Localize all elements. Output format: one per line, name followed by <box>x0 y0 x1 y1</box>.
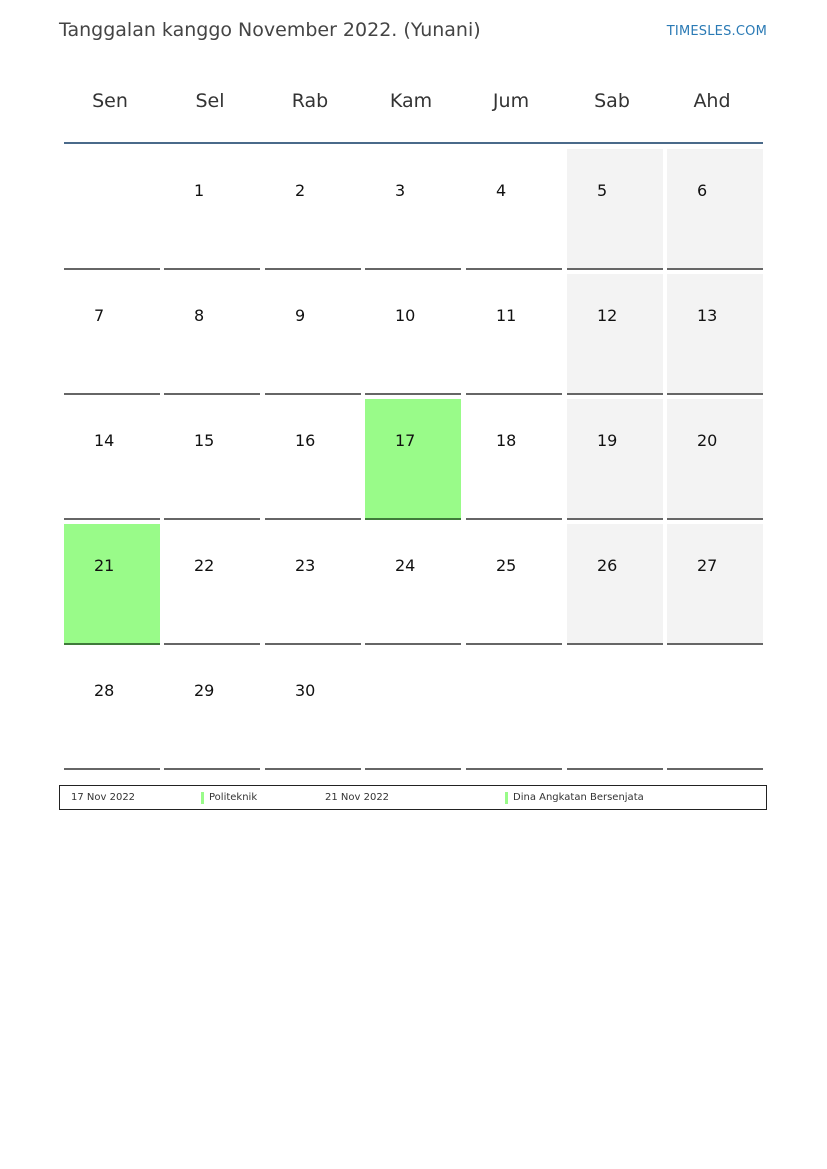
day-number: 26 <box>597 556 618 575</box>
day-cell[interactable] <box>164 649 260 770</box>
day-number: 12 <box>597 306 618 325</box>
empty-day-cell <box>567 649 663 770</box>
weekday-sun: Ahd <box>693 90 731 112</box>
legend-date-1: 17 Nov 2022 <box>71 792 136 803</box>
legend-name-1: Politeknik <box>209 792 258 803</box>
day-number: 27 <box>697 556 718 575</box>
day-cell[interactable] <box>265 399 361 520</box>
weekday-thu: Kam <box>389 90 433 112</box>
empty-day-cell <box>466 649 562 770</box>
day-number: 21 <box>94 556 115 575</box>
day-number: 2 <box>295 181 306 200</box>
weekday-sat: Sab <box>594 90 630 112</box>
day-number: 8 <box>194 306 205 325</box>
day-cell[interactable] <box>567 524 663 645</box>
empty-day-cell <box>667 649 763 770</box>
day-number: 11 <box>496 306 517 325</box>
day-number: 10 <box>395 306 416 325</box>
day-number: 14 <box>94 431 115 450</box>
day-number: 15 <box>194 431 215 450</box>
weekday-fri: Jum <box>492 90 530 112</box>
day-cell[interactable] <box>164 274 260 395</box>
legend-name-2: Dina Angkatan Bersenjata <box>513 792 644 803</box>
day-number: 16 <box>295 431 316 450</box>
day-cell[interactable] <box>567 149 663 270</box>
day-number: 4 <box>496 181 507 200</box>
day-cell[interactable] <box>667 524 763 645</box>
day-cell[interactable] <box>265 649 361 770</box>
day-number: 6 <box>697 181 708 200</box>
day-cell[interactable] <box>667 399 763 520</box>
day-cell[interactable] <box>265 524 361 645</box>
day-number: 22 <box>194 556 215 575</box>
day-number: 18 <box>496 431 517 450</box>
day-cell[interactable] <box>667 274 763 395</box>
day-number: 23 <box>295 556 316 575</box>
empty-day-cell <box>365 649 461 770</box>
weekday-mon: Sen <box>92 90 128 112</box>
day-cell[interactable] <box>164 524 260 645</box>
day-cell[interactable] <box>164 399 260 520</box>
day-cell[interactable] <box>365 149 461 270</box>
day-cell[interactable] <box>466 274 562 395</box>
day-number: 5 <box>597 181 608 200</box>
day-number: 1 <box>194 181 205 200</box>
day-number: 30 <box>295 681 316 700</box>
day-cell[interactable] <box>365 399 461 520</box>
weekday-tue: Sel <box>195 90 225 112</box>
day-number: 20 <box>697 431 718 450</box>
header-divider <box>64 142 763 144</box>
day-cell[interactable] <box>466 524 562 645</box>
day-cell[interactable] <box>64 274 160 395</box>
day-number: 3 <box>395 181 406 200</box>
legend-color-marker-2 <box>505 792 508 804</box>
holiday-legend <box>59 785 767 810</box>
day-cell[interactable] <box>567 399 663 520</box>
empty-day-cell <box>64 149 160 270</box>
day-cell[interactable] <box>466 399 562 520</box>
day-cell[interactable] <box>567 274 663 395</box>
day-cell[interactable] <box>667 149 763 270</box>
day-cell[interactable] <box>265 149 361 270</box>
legend-color-marker-1 <box>201 792 204 804</box>
day-cell[interactable] <box>365 524 461 645</box>
day-cell[interactable] <box>466 149 562 270</box>
day-number: 7 <box>94 306 105 325</box>
day-cell[interactable] <box>64 649 160 770</box>
day-number: 9 <box>295 306 306 325</box>
day-number: 19 <box>597 431 618 450</box>
day-number: 28 <box>94 681 115 700</box>
day-cell[interactable] <box>365 274 461 395</box>
day-number: 29 <box>194 681 215 700</box>
day-cell[interactable] <box>265 274 361 395</box>
day-number: 25 <box>496 556 517 575</box>
day-number: 13 <box>697 306 718 325</box>
day-cell[interactable] <box>164 149 260 270</box>
day-number: 24 <box>395 556 416 575</box>
day-number: 17 <box>395 431 416 450</box>
page-title: Tanggalan kanggo November 2022. (Yunani) <box>59 19 481 41</box>
weekday-wed: Rab <box>291 90 329 112</box>
site-link[interactable]: TIMESLES.COM <box>666 24 767 39</box>
weekday-header-row <box>62 90 764 118</box>
day-cell[interactable] <box>64 524 160 645</box>
day-cell[interactable] <box>64 399 160 520</box>
legend-date-2: 21 Nov 2022 <box>325 792 390 803</box>
